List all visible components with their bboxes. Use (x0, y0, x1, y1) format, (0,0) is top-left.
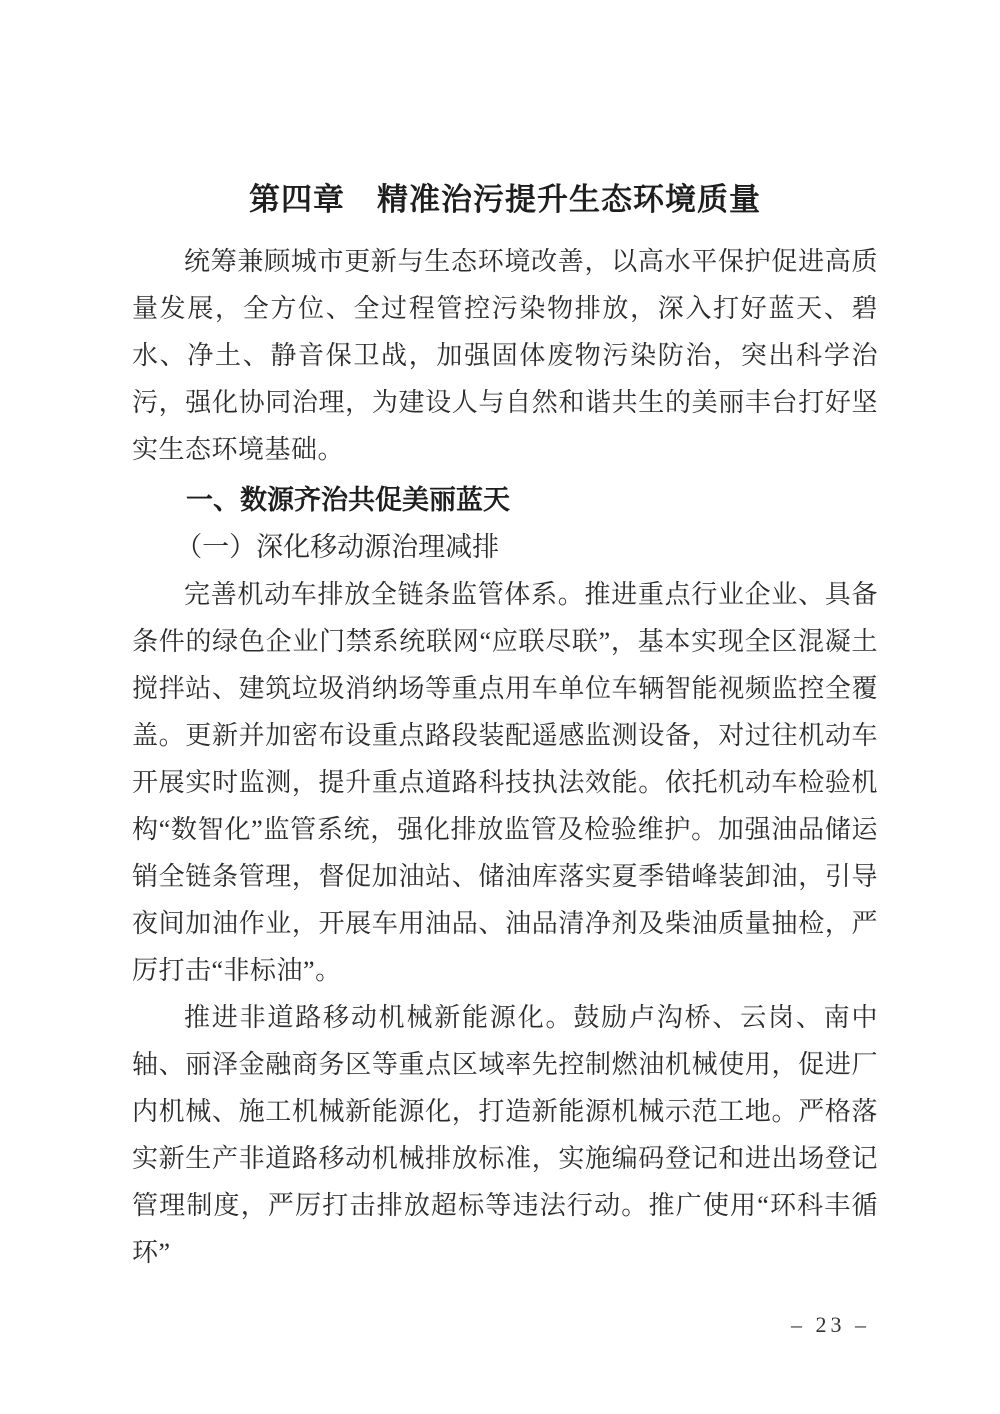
intro-paragraph: 统筹兼顾城市更新与生态环境改善，以高水平保护促进高质量发展，全方位、全过程管控污染物排放，深入打好蓝天、碧水、净土、静音保卫战，加强固体废物污染防治，突出科学治污，强化协同治理，为建设人与自然和谐共生的美丽丰台打好坚实生态环境基础。 (132, 247, 878, 464)
chapter-title: 第四章 精准治污提升生态环境质量 (249, 182, 761, 217)
subsection-heading: （一）深化移动源治理减排 (175, 532, 500, 562)
paragraph-mobile-source: 完善机动车排放全链条监管体系。推进重点行业企业、具备条件的绿色企业门禁系统联网“应联尽联”，基本实现全区混凝土搅拌站、建筑垃圾消纳场等重点用车单位车辆智能视频监控全覆盖。更新并加密布设重点路段装配遥感监测设备，对过往机动车开展实时监测，提升重点道路科技执法效能。依托机动车检验机构“数智化”监管系统，强化排放监管及检验维护。加强油品储运销全链条管理，督促加油站、储油库落实夏季错峰装卸油，引导夜间加油作业，开展车用油品、油品清净剂及柴油质量抽检，严厉打击“非标油”。 (132, 580, 878, 985)
section-heading: 一、数源齐治共促美丽蓝天 (186, 485, 510, 515)
page-content (132, 180, 878, 1276)
paragraph-nonroad-machinery: 推进非道路移动机械新能源化。鼓励卢沟桥、云岗、南中轴、丽泽金融商务区等重点区域率先控制燃油机械使用，促进厂内机械、施工机械新能源化，打造新能源机械示范工地。严格落实新生产非道路移动机械排放标准，实施编码登记和进出场登记管理制度，严厉打击排放超标等违法行动。推广使用“环科丰循环” (132, 1003, 878, 1267)
page-number: – 23 – (791, 1312, 870, 1337)
